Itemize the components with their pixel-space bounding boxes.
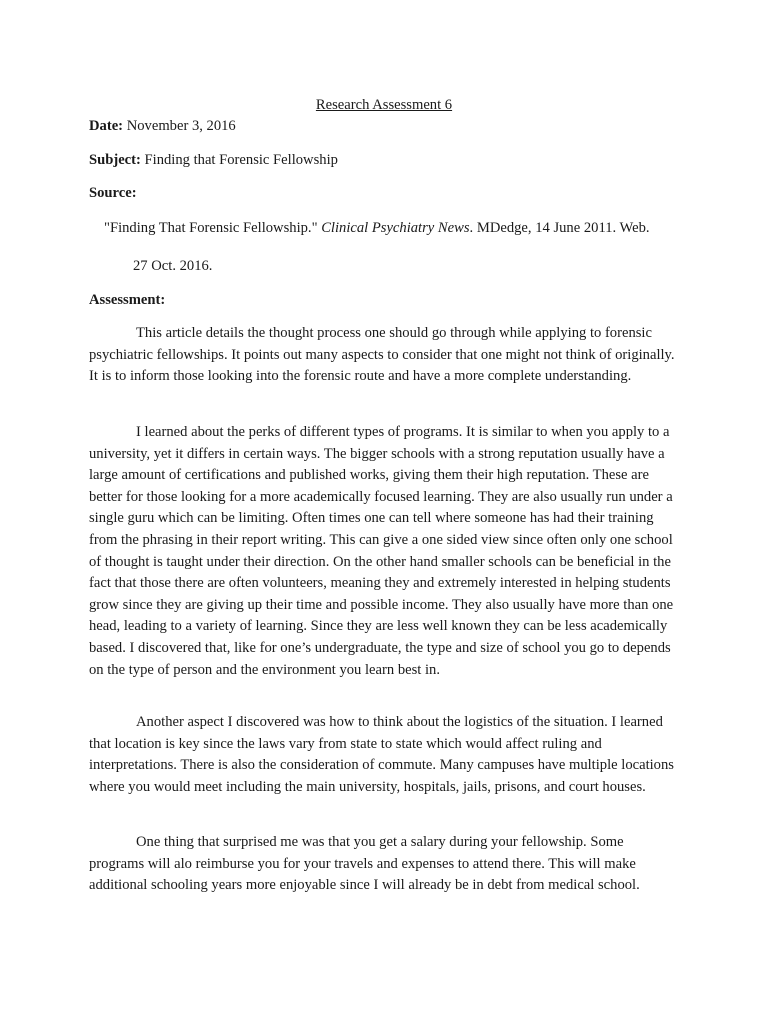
- date-label: Date:: [89, 118, 124, 134]
- assessment-line: [89, 290, 165, 310]
- paragraph-3: Another aspect I discovered was how to think about the logistics of the situation. I learned that location is key since the laws vary from state to state which would affect ruling and interpretations. There is also the consideration of commute. Many campuses have multiple locations where you would meet including the main university, hospitals, jails, prisons, and court houses.: [89, 714, 674, 795]
- document-title: Research Assessment 6: [315, 97, 453, 113]
- paragraph-1: This article details the thought process one should go through while applying to forensic psychiatric fellowships. It points out many aspects to consider that one might not think of originally. It is to inform those looking into the forensic route and have a more complete understanding.: [89, 325, 675, 385]
- subject-value: Finding that Forensic Fellowship: [144, 152, 338, 168]
- subject-label: Subject:: [89, 152, 141, 168]
- citation-continuation: 27 Oct. 2016.: [133, 258, 213, 274]
- subject-line: [89, 150, 338, 170]
- citation-details: . MDedge, 14 June 2011. Web.: [469, 220, 650, 236]
- source-line: [89, 183, 137, 203]
- citation: [104, 218, 650, 238]
- assessment-label: Assessment:: [89, 292, 166, 308]
- date-value: November 3, 2016: [126, 118, 236, 134]
- date-line: [89, 116, 236, 136]
- citation-title: "Finding That Forensic Fellowship.": [104, 220, 322, 236]
- paragraph-2: I learned about the perks of different types of programs. It is similar to when you apply to a university, yet it differs in certain ways. The bigger schools with a strong reputation usually have a large amount of certifications and published works, giving them their high reputation. These are better for those looking for a more academically focused learning. They are also usually run under a single guru which can be limiting. Often times one can tell where someone has had their training from the phrasing in their report writing. This can give a one sided view since often only one school of thought is taught under their direction. On the other hand smaller schools can be beneficial in the fact that those there are often volunteers, meaning they and extremely interested in helping students grow since they are giving up their time and possible income. They also usually have more than one head, leading to a variety of learning. Since they are less well known they can be less academically based. I discovered that, like for one’s undergraduate, the type and size of school you go to depends on the type of person and the environment you learn best in.: [89, 424, 674, 678]
- source-label: Source:: [89, 185, 137, 201]
- citation-journal: Clinical Psychiatry News: [321, 220, 470, 236]
- paragraph-4: One thing that surprised me was that you get a salary during your fellowship. Some programs will alo reimburse you for your travels and expenses to attend there. This will make additional schooling years more enjoyable since I will already be in debt from medical school.: [89, 834, 640, 894]
